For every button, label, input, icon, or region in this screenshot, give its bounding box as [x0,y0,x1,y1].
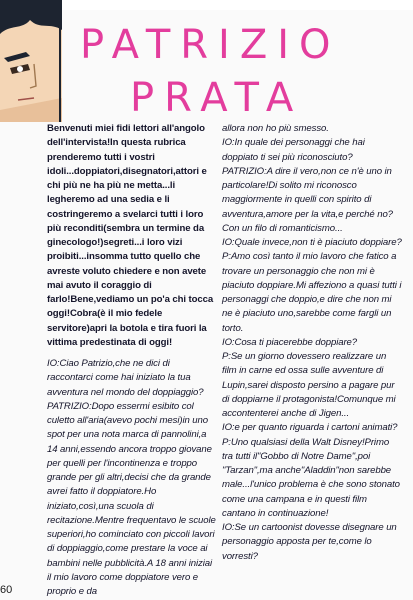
question-3: IO:Quale invece,non ti è piaciuto doppiare? [222,237,402,248]
question-4: IO:Cosa ti piacerebbe doppiare? [222,336,358,348]
answer-3: P:Amo così tanto il mio lavoro che fatico a trovare un personaggio che non mi è piaciuto doppiare.Mi affeziono a quasi tutti i personaggi che doppio,e dire che non mi ne è piaciuto uno,sarebbe come fargli un torto. [222,251,402,334]
left-column [47,122,217,599]
title-first-name: PATRIZIO [80,22,341,68]
answer-2: PATRIZIO:A dire il vero,non ce n'è uno in particolare!Di solito mi riconosco maggiormente in quelli con spirito di avventura,amore per la vita,e perché no?Con un filo di romanticismo... [222,165,393,234]
question-5: IO:e per quanto riguarda i cartoni animati? [222,422,398,434]
question-6: IO:Se un cartoonist dovesse disegnare un personaggio apposta per te,come lo vorresti? [222,522,397,562]
title-last-name: PRATA [130,75,304,121]
answer-1: PATRIZIO:Dopo essermi esibito col culetto all'aria(avevo pochi mesi)in uno spot per una nota marca di pannolini,a 14 anni,essendo ancora troppo giovane per quelli per l'incontinenza e troppo grande per gli altri,decisi che da grande avrei fatto il doppiatore.Ho iniziato,così,una scuola di recitazione.Mentre frequentavo le scuole superiori,ho cominciato con piccoli lavori di doppiaggio,come prestare la voce ai bambini nelle pubblicità.A 18 anni iniziai il mio lavoro come doppiatore vero e proprio e da [47,400,216,597]
question-1: IO:Ciao Patrizio,che ne dici di raccontarci come hai iniziato la tua avventura nel mondo del doppiaggio? [47,358,204,398]
answer-1-continued: allora non ho più smesso. [222,123,329,134]
page-number: 60 [0,584,13,596]
answer-5: P:Uno qualsiasi della Walt Disney!Primo tra tutti il"Gobbo di Notre Dame",poi "Tarzan",ma anche"Aladdin"non sarebbe male...l'unico problema è che sono stonato come una campana e in questi film cantano in continuazione! [222,436,400,519]
intro-paragraph: Benvenuti miei fidi lettori all'angolo dell'intervista!In questa rubrica prenderemo tutti i vostri idoli...doppiatori,disegnatori,attori e chi più ne ha più ne metta...li legheremo ad una sedia e li costringeremo a svelarci tutti i loro più reconditi(sembra un termine da ginecologo!)segreti...i loro vizi proibiti...insomma tutto quello che avreste voluto chiedere e non avete mai avuto il coraggio di farlo!Bene,vediamo un po'a chi tocca oggi!Cobra(è il mio fedele servitore)apri la botola e tira fuori la vittima predestinata di oggi! [47,123,214,348]
question-2: IO:In quale dei personaggi che hai doppiato ti sei più riconosciuto? [222,137,365,163]
answer-4: P:Se un giorno dovessero realizzare un film in carne ed ossa sulle avventure di Lupin,sarei disposto persino a pagare pur di doppiarne il protagonista!Comunque mi accontenterei anche di Jigen... [222,351,396,419]
character-illustration [0,0,62,122]
right-column [222,122,402,564]
